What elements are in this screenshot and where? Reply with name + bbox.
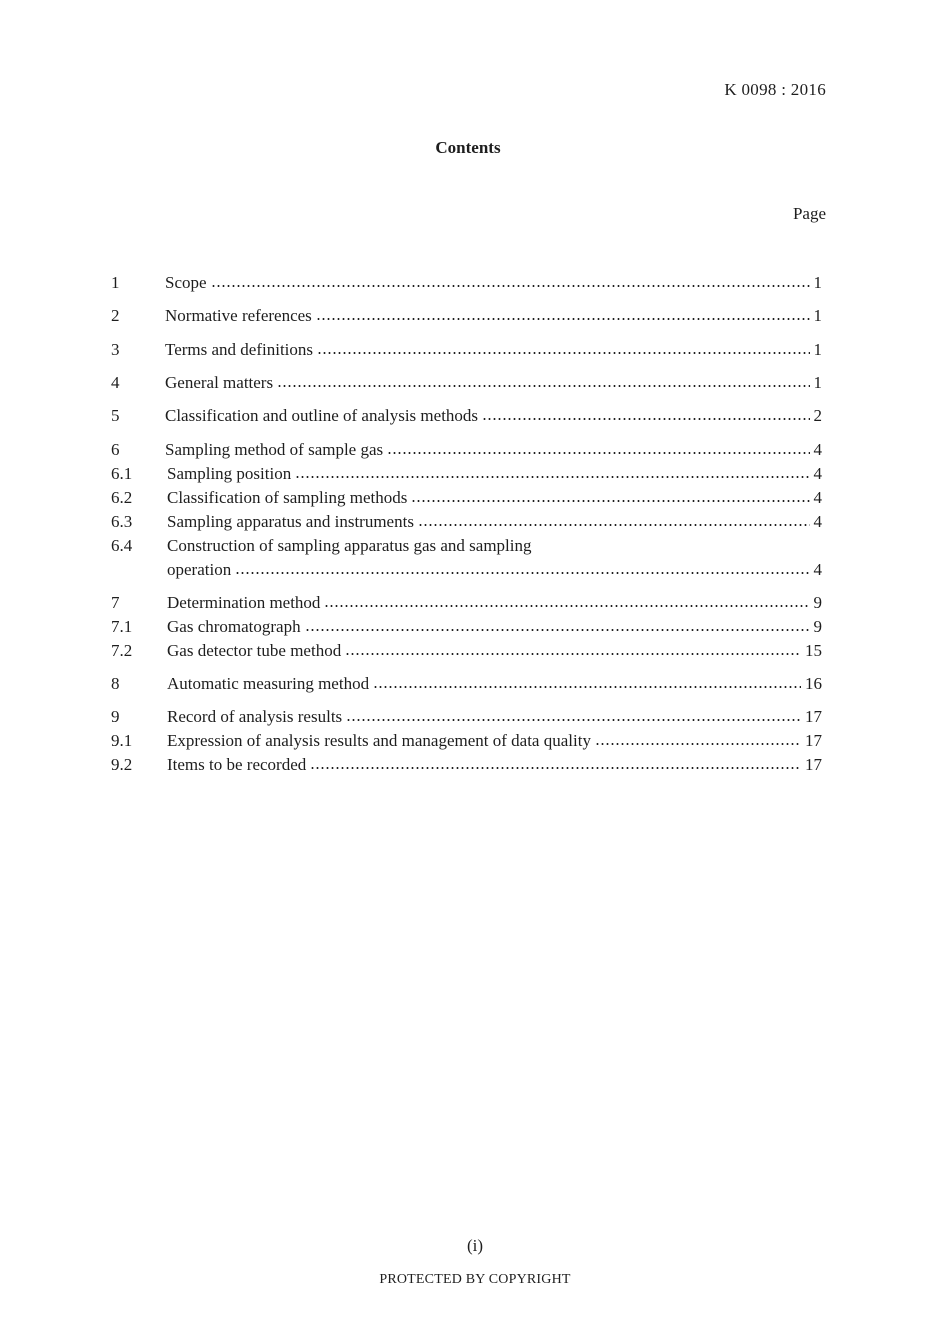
page-column-label: Page — [792, 204, 826, 223]
dot-leader — [482, 418, 809, 420]
dot-leader — [211, 285, 810, 287]
section-number: 1 — [111, 273, 120, 292]
section-number: 7.1 — [111, 617, 133, 636]
page-number: 9 — [813, 593, 822, 612]
dot-leader — [235, 572, 809, 574]
section-number: 9.1 — [111, 731, 133, 750]
section-number: 6.1 — [111, 464, 133, 483]
section-title: Items to be recorded — [167, 755, 307, 774]
section-title: Construction of sampling apparatus gas and sampling — [167, 536, 532, 555]
section-number: 9.2 — [111, 755, 133, 774]
dot-leader — [316, 318, 810, 320]
page-number: 4 — [813, 464, 822, 483]
page-number: 1 — [813, 273, 822, 292]
section-number: 6.2 — [111, 488, 133, 507]
toc-entry-9-1[interactable] — [0, 730, 950, 752]
section-number: 4 — [111, 373, 120, 392]
dot-leader — [345, 653, 801, 655]
page-number: 16 — [805, 674, 822, 693]
page-number: 4 — [813, 512, 822, 531]
toc-entry-6-3[interactable] — [0, 511, 950, 533]
dot-leader — [418, 524, 810, 526]
toc-entry-7-2[interactable] — [0, 640, 950, 662]
dot-leader — [295, 476, 809, 478]
page-number: 4 — [813, 440, 822, 459]
page-title: Contents — [435, 138, 501, 157]
section-title: General matters — [165, 373, 274, 392]
section-number: 9 — [111, 707, 120, 726]
toc-entry-3[interactable] — [0, 339, 950, 361]
document-code: K 0098 : 2016 — [724, 80, 826, 99]
section-number: 7.2 — [111, 641, 133, 660]
copyright-notice: PROTECTED BY COPYRIGHT — [379, 1272, 571, 1287]
page-number: 1 — [813, 373, 822, 392]
section-title: Expression of analysis results and management of data quality — [167, 731, 591, 750]
section-number: 6 — [111, 440, 120, 459]
page-number: 4 — [813, 560, 822, 579]
section-title: Sampling position — [167, 464, 292, 483]
toc-entry-6-1[interactable] — [0, 463, 950, 485]
toc-entry-9-2[interactable] — [0, 754, 950, 776]
dot-leader — [346, 719, 801, 721]
toc-entry-9[interactable] — [0, 706, 950, 728]
toc-entry-5[interactable] — [0, 405, 950, 427]
section-title: Terms and definitions — [165, 340, 314, 359]
section-number: 6.3 — [111, 512, 133, 531]
section-number: 2 — [111, 306, 120, 325]
section-title: Record of analysis results — [167, 707, 343, 726]
section-number: 6.4 — [111, 536, 133, 555]
page-number: 15 — [805, 641, 822, 660]
dot-leader — [373, 686, 801, 688]
toc-entry-1[interactable] — [0, 272, 950, 294]
section-title: Gas chromatograph — [167, 617, 301, 636]
page-number: 9 — [813, 617, 822, 636]
section-title: Classification of sampling methods — [167, 488, 408, 507]
toc-entry-2[interactable] — [0, 305, 950, 327]
section-number: 5 — [111, 406, 120, 425]
toc-entry-4[interactable] — [0, 372, 950, 394]
dot-leader — [411, 500, 809, 502]
section-title-continued: operation — [167, 560, 232, 579]
toc-entry-6[interactable] — [0, 439, 950, 461]
section-title: Normative references — [165, 306, 312, 325]
section-title: Determination method — [167, 593, 321, 612]
dot-leader — [387, 452, 809, 454]
toc-entry-7[interactable] — [0, 592, 950, 614]
dot-leader — [277, 385, 809, 387]
section-title: Sampling method of sample gas — [165, 440, 384, 459]
section-title: Sampling apparatus and instruments — [167, 512, 414, 531]
page-number: 17 — [805, 707, 822, 726]
section-number: 8 — [111, 674, 120, 693]
toc-entry-7-1[interactable] — [0, 616, 950, 638]
section-title: Scope — [165, 273, 207, 292]
section-title: Classification and outline of analysis methods — [165, 406, 479, 425]
toc-entry-6-4-continued[interactable] — [0, 559, 950, 581]
dot-leader — [310, 767, 801, 769]
section-number: 7 — [111, 593, 120, 612]
toc-entry-6-2[interactable] — [0, 487, 950, 509]
section-number: 3 — [111, 340, 120, 359]
footer-page-number: (i) — [466, 1236, 484, 1255]
page-number: 4 — [813, 488, 822, 507]
page-number: 1 — [813, 340, 822, 359]
dot-leader — [595, 743, 801, 745]
dot-leader — [317, 352, 809, 354]
page-number: 1 — [813, 306, 822, 325]
toc-entry-6-4[interactable] — [0, 535, 950, 557]
dot-leader — [324, 605, 809, 607]
section-title: Gas detector tube method — [167, 641, 342, 660]
page-number: 17 — [805, 731, 822, 750]
section-title: Automatic measuring method — [167, 674, 370, 693]
page-number: 17 — [805, 755, 822, 774]
toc-entry-8[interactable] — [0, 673, 950, 695]
dot-leader — [305, 629, 810, 631]
page-number: 2 — [813, 406, 822, 425]
